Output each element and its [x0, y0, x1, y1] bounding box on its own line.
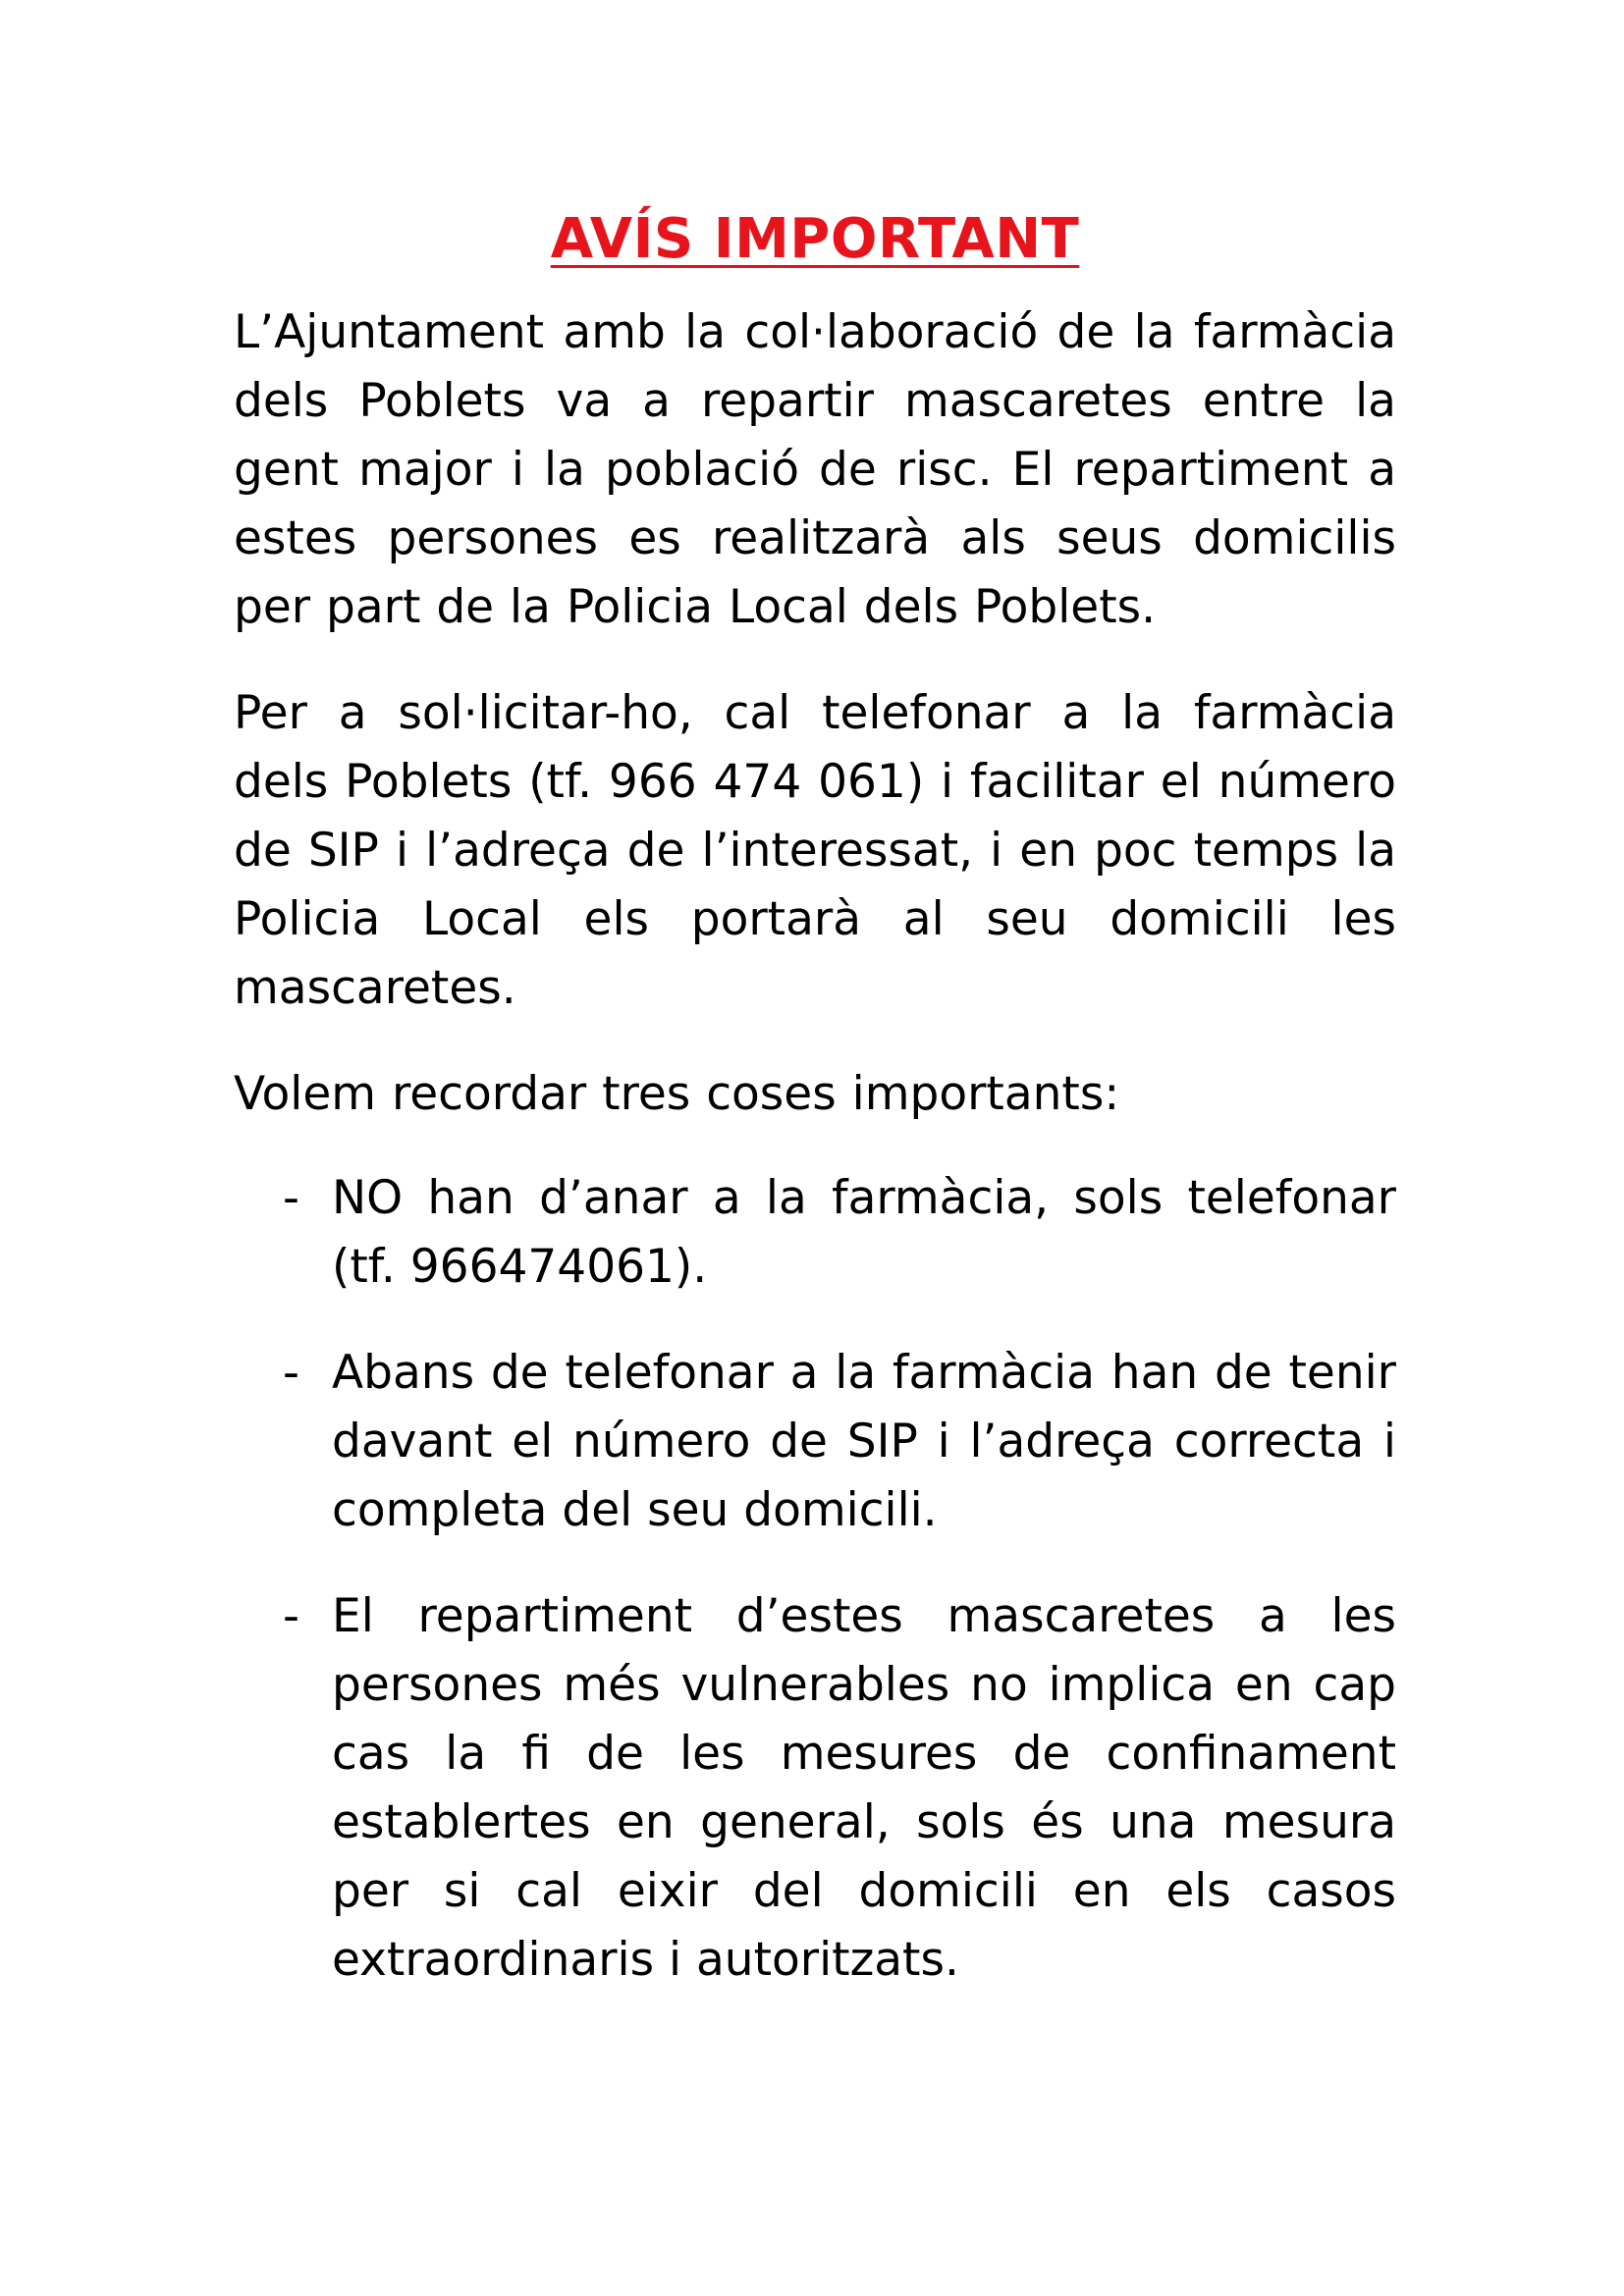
list-item-text: NO han d’anar a la farmàcia, sols telefonar (tf. 966474061). [332, 1171, 1396, 1294]
paragraph-request: Per a sol·licitar-ho, cal telefonar a la farmàcia dels Poblets (tf. 966 474 061) i facilitar el número de SIP i l’adreça de l’interessat, i en poc temps la Policia Local els portarà al seu domicili les mascaretes. [234, 686, 1396, 1015]
reminder-list [234, 1164, 1396, 1995]
list-item [234, 1164, 1396, 1302]
dash-marker: - [283, 1346, 299, 1400]
page-title: AVÍS IMPORTANT [550, 207, 1080, 271]
list-item [234, 1582, 1396, 1995]
list-intro: Volem recordar tres coses importants: [234, 1067, 1120, 1121]
paragraph-distribution: L’Ajuntament amb la col·laboració de la farmàcia dels Poblets va a repartir mascaretes entre la gent major i la població de risc. El repartiment a estes persones es realitzarà als seus domicilis per part de la Policia Local dels Poblets. [234, 305, 1396, 634]
list-item-text: Abans de telefonar a la farmàcia han de tenir davant el número de SIP i l’adreça correcta i completa del seu domicili. [332, 1346, 1396, 1537]
list-item-text: El repartiment d’estes mascaretes a les persones més vulnerables no implica en cap cas la fi de les mesures de confinament establertes en general, sols és una mesura per si cal eixir del domicili en els casos extraordinaris i autoritzats. [332, 1589, 1396, 1987]
list-item [234, 1339, 1396, 1545]
dash-marker: - [283, 1589, 299, 1643]
dash-marker: - [283, 1171, 299, 1225]
